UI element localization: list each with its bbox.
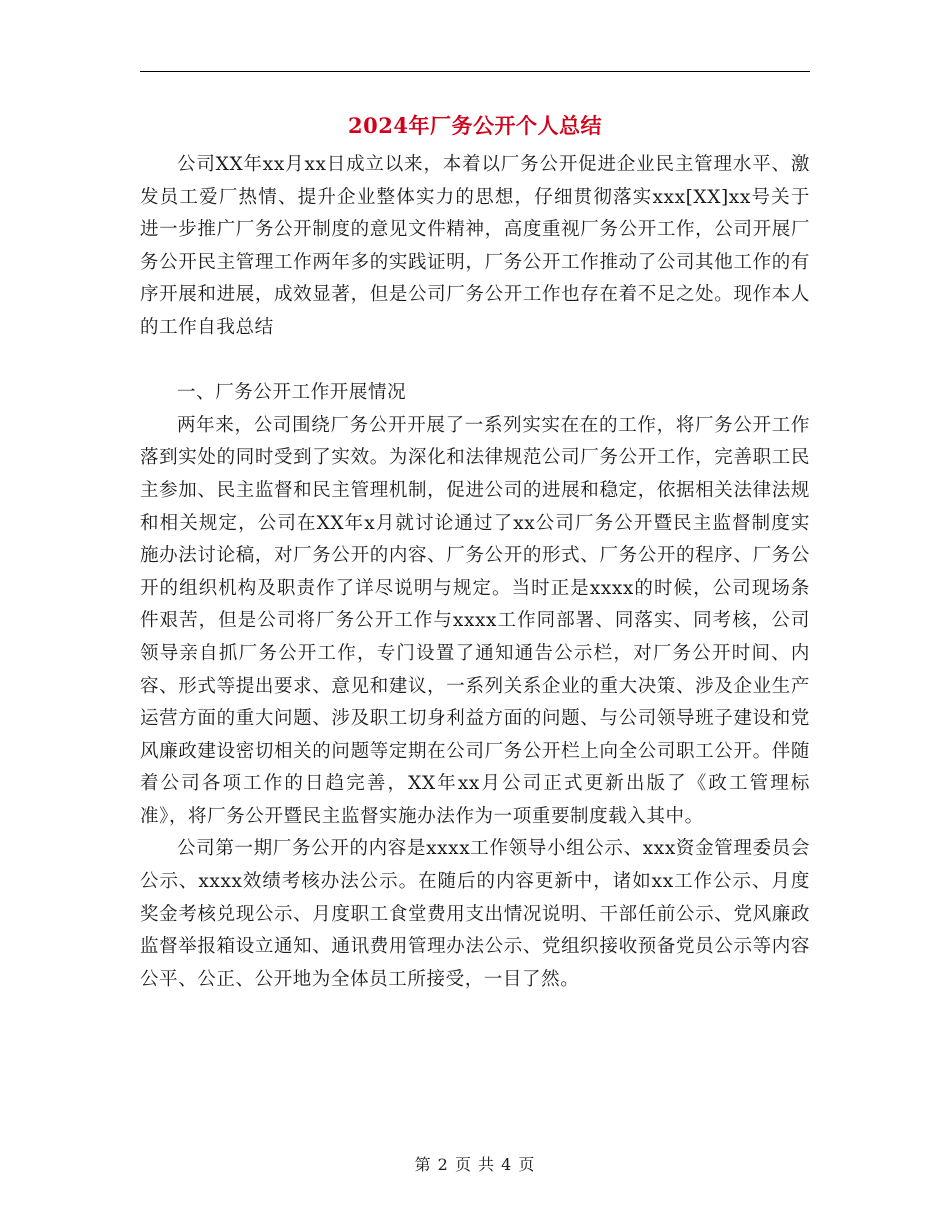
document-title: 2024年厂务公开个人总结: [348, 113, 602, 138]
section-heading: 一、厂务公开工作开展情况: [177, 382, 407, 404]
page-number: 第 2 页 共 4 页: [414, 1155, 536, 1174]
body-paragraph: 两年来，公司围绕厂务公开开展了一系列实实在在的工作，将厂务公开工作落到实处的同时受到了实效。为深化和法律规范公司厂务公开工作，完善职工民主参加、民主监督和民主管理机制，促进公司的进展和稳定，依据相关法律法规和相关规定，公司在XX年x月就讨论通过了xx公司厂务公开暨民主监督制度实施办法讨论稿，对厂务公开的内容、厂务公开的形式、厂务公开的程序、厂务公开的组织机构及职责作了详尽说明与规定。当时正是xxxx的时候，公司现场条件艰苦，但是公司将厂务公开工作与xxxx工作同部署、同落实、同考核，公司领导亲自抓厂务公开工作，专门设置了通知通告公示栏，对厂务公开时间、内容、形式等提出要求、意见和建议，一系列关系企业的重大决策、涉及企业生产运营方面的重大问题、涉及职工切身利益方面的问题、与公司领导班子建设和党风廉政建设密切相关的问题等定期在公司厂务公开栏上向全公司职工公开。伴随着公司各项工作的日趋完善，XX年xx月公司正式更新出版了《政工管理标准》，将厂务公开暨民主监督实施办法作为一项重要制度载入其中。: [140, 414, 810, 827]
document-body: [140, 149, 810, 996]
intro-paragraph: 公司XX年xx月xx日成立以来，本着以厂务公开促进企业民主管理水平、激发员工爱厂热情、提升企业整体实力的思想，仔细贯彻落实xxx[XX]xx号关于进一步推广厂务公开制度的意见文件精神，高度重视厂务公开工作，公司开展厂务公开民主管理工作两年多的实践证明，厂务公开工作推动了公司其他工作的有序开展和进展，成效显著，但是公司厂务公开工作也存在着不足之处。现作本人的工作自我总结: [140, 154, 810, 338]
body-paragraph: 公司第一期厂务公开的内容是xxxx工作领导小组公示、xxx资金管理委员会公示、xxxx效绩考核办法公示。在随后的内容更新中，诸如xx工作公示、月度奖金考核兑现公示、月度职工食堂费用支出情况说明、干部任前公示、党风廉政监督举报箱设立通知、通讯费用管理办法公示、党组织接收预备党员公示等内容公平、公正、公开地为全体员工所接受，一目了然。: [140, 838, 810, 990]
header-rule: [140, 71, 810, 72]
